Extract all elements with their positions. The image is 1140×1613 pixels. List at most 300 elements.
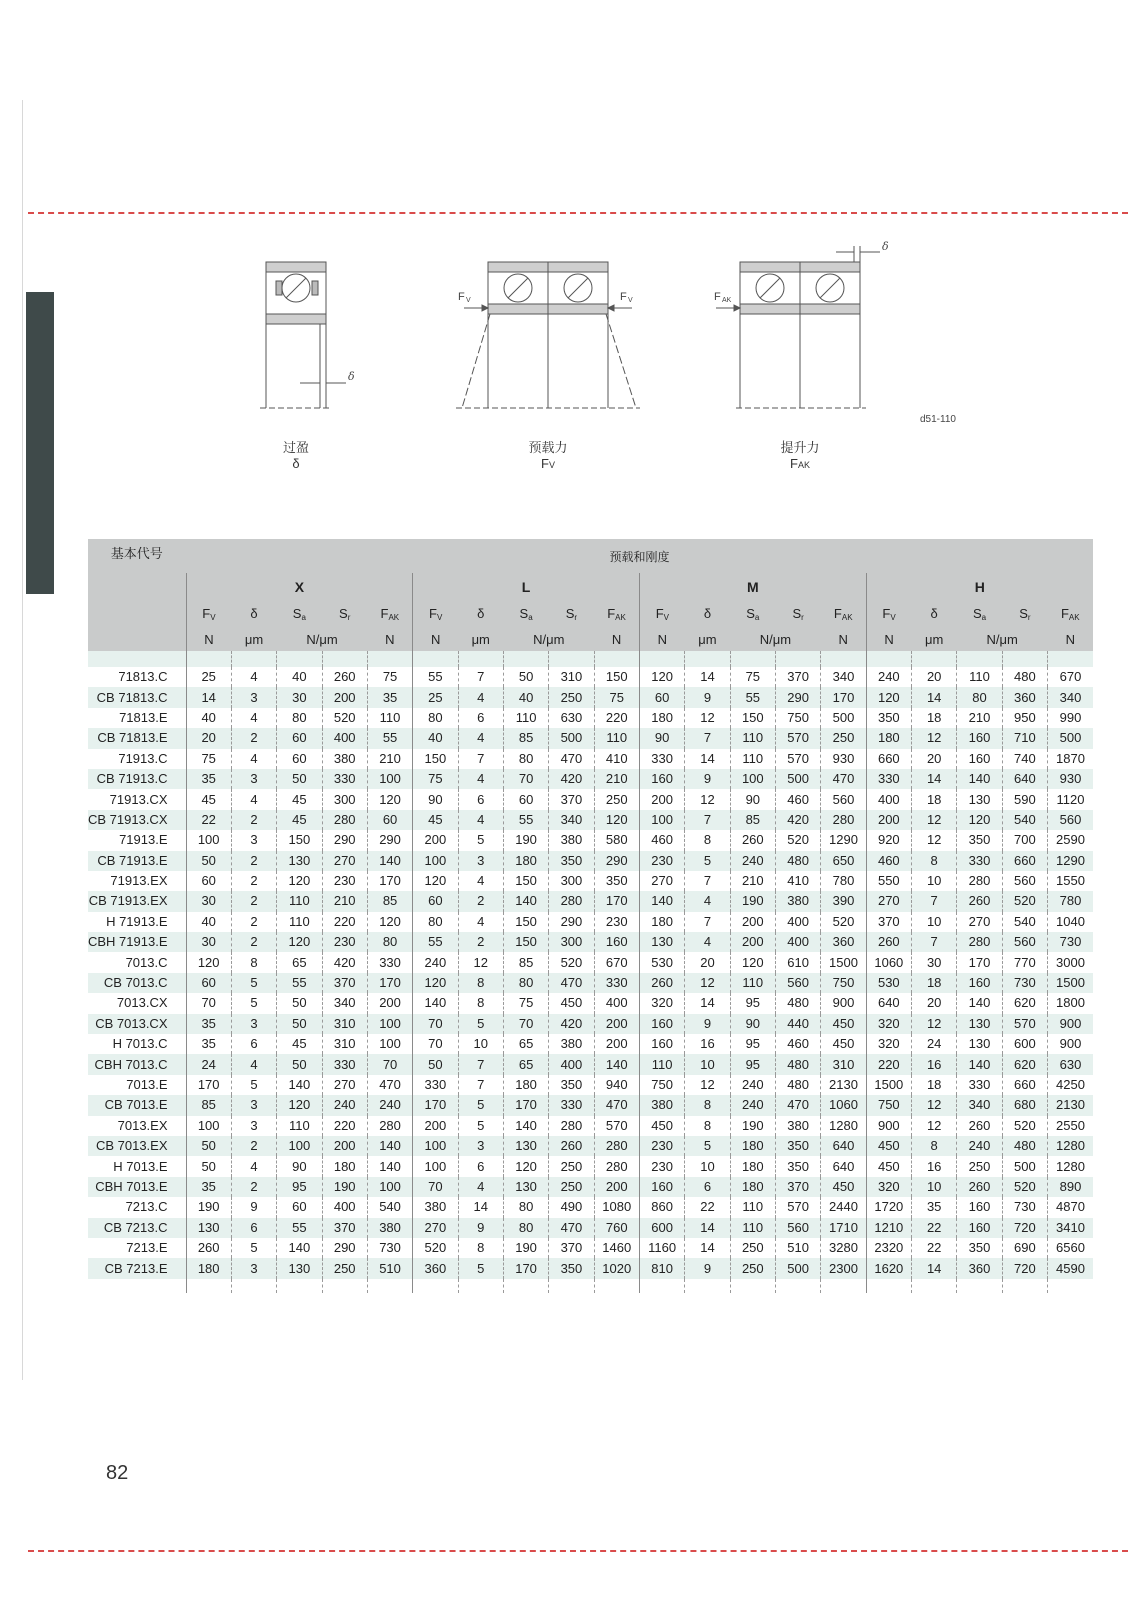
value-cell: 100 bbox=[367, 1014, 412, 1034]
symbol-main: F bbox=[1060, 606, 1069, 621]
value-cell: 260 bbox=[322, 667, 367, 687]
value-cell: 8 bbox=[685, 830, 730, 850]
value-cell: 590 bbox=[1002, 789, 1047, 809]
value-cell: 280 bbox=[549, 1116, 594, 1136]
table-row bbox=[88, 1116, 1093, 1136]
symbol-sub: AK bbox=[615, 613, 626, 622]
value-cell: 40 bbox=[413, 728, 458, 748]
value-cell: 140 bbox=[594, 1054, 639, 1074]
value-cell: 520 bbox=[1002, 891, 1047, 911]
unit-header: N bbox=[186, 627, 231, 651]
value-cell: 1280 bbox=[1048, 1156, 1093, 1176]
value-cell: 120 bbox=[277, 1095, 322, 1115]
value-cell: 24 bbox=[912, 1034, 957, 1054]
data-table bbox=[88, 539, 1093, 1293]
value-cell: 14 bbox=[685, 993, 730, 1013]
value-cell: 190 bbox=[503, 1238, 548, 1258]
value-cell: 4 bbox=[231, 1054, 276, 1074]
chapter-tab bbox=[26, 292, 54, 594]
value-cell: 340 bbox=[1048, 687, 1093, 707]
value-cell: 14 bbox=[685, 1218, 730, 1238]
value-cell: 4 bbox=[231, 708, 276, 728]
value-cell: 480 bbox=[775, 1054, 820, 1074]
value-cell: 250 bbox=[730, 1258, 775, 1278]
value-cell: 380 bbox=[367, 1218, 412, 1238]
value-cell: 70 bbox=[413, 1014, 458, 1034]
value-cell: 5 bbox=[458, 830, 503, 850]
value-cell: 22 bbox=[912, 1218, 957, 1238]
table-row bbox=[88, 830, 1093, 850]
bearing-code-cell: CB 71913.CX bbox=[88, 810, 186, 830]
value-cell: 600 bbox=[639, 1218, 684, 1238]
value-cell: 110 bbox=[277, 912, 322, 932]
value-cell: 7 bbox=[685, 912, 730, 932]
symbol-main: S bbox=[339, 606, 348, 621]
bearing-code-cell: CBH 7013.E bbox=[88, 1177, 186, 1197]
spacer-cell bbox=[594, 651, 639, 667]
value-cell: 330 bbox=[594, 973, 639, 993]
bottom-dashed-rule bbox=[28, 1550, 1128, 1552]
value-cell: 160 bbox=[639, 1177, 684, 1197]
value-cell: 1500 bbox=[1048, 973, 1093, 993]
table-row bbox=[88, 1136, 1093, 1156]
value-cell: 10 bbox=[685, 1054, 730, 1074]
value-cell: 560 bbox=[775, 1218, 820, 1238]
spacer-cell bbox=[1002, 651, 1047, 667]
preload-diagram bbox=[456, 262, 640, 408]
value-cell: 7 bbox=[685, 810, 730, 830]
value-cell: 75 bbox=[730, 667, 775, 687]
tail-cell bbox=[912, 1279, 957, 1293]
value-cell: 900 bbox=[1048, 1014, 1093, 1034]
value-cell: 30 bbox=[186, 932, 231, 952]
value-cell: 40 bbox=[186, 708, 231, 728]
value-cell: 750 bbox=[639, 1075, 684, 1095]
value-cell: 370 bbox=[549, 1238, 594, 1258]
value-cell: 170 bbox=[957, 952, 1002, 972]
symbol-main: S bbox=[792, 606, 802, 621]
value-cell: 140 bbox=[503, 1116, 548, 1136]
symbol-sub: V bbox=[210, 613, 216, 622]
value-cell: 120 bbox=[277, 871, 322, 891]
table-row bbox=[88, 891, 1093, 911]
value-cell: 580 bbox=[594, 830, 639, 850]
value-cell: 660 bbox=[866, 749, 911, 769]
value-cell: 280 bbox=[322, 810, 367, 830]
symbol-header bbox=[322, 601, 367, 627]
value-cell: 300 bbox=[549, 932, 594, 952]
spacer-cell bbox=[231, 651, 276, 667]
value-cell: 4 bbox=[231, 1156, 276, 1176]
value-cell: 180 bbox=[730, 1136, 775, 1156]
bearing-code-cell: CB 71913.C bbox=[88, 769, 186, 789]
value-cell: 70 bbox=[503, 769, 548, 789]
bearing-code-cell: CB 7013.EX bbox=[88, 1136, 186, 1156]
value-cell: 80 bbox=[413, 912, 458, 932]
spacer-cell bbox=[458, 651, 503, 667]
symbol-sub: a bbox=[754, 613, 760, 622]
value-cell: 6 bbox=[231, 1034, 276, 1054]
value-cell: 570 bbox=[594, 1116, 639, 1136]
value-cell: 60 bbox=[639, 687, 684, 707]
spacer-cell bbox=[639, 651, 684, 667]
value-cell: 730 bbox=[1002, 973, 1047, 993]
value-cell: 10 bbox=[685, 1156, 730, 1176]
symbol-header bbox=[1002, 601, 1047, 627]
value-cell: 5 bbox=[458, 1116, 503, 1136]
value-cell: 320 bbox=[639, 993, 684, 1013]
value-cell: 670 bbox=[1048, 667, 1093, 687]
interference-diagram bbox=[260, 262, 346, 408]
value-cell: 7 bbox=[458, 1075, 503, 1095]
fv-label-left: F bbox=[458, 291, 465, 303]
value-cell: 35 bbox=[186, 1177, 231, 1197]
value-cell: 1500 bbox=[821, 952, 866, 972]
symbol-header bbox=[277, 601, 322, 627]
value-cell: 500 bbox=[775, 1258, 820, 1278]
value-cell: 130 bbox=[957, 1014, 1002, 1034]
value-cell: 9 bbox=[685, 1014, 730, 1034]
value-cell: 750 bbox=[866, 1095, 911, 1115]
value-cell: 5 bbox=[231, 1075, 276, 1095]
symbol-sub: AK bbox=[841, 613, 853, 622]
value-cell: 300 bbox=[322, 789, 367, 809]
value-cell: 3 bbox=[231, 1116, 276, 1136]
value-cell: 670 bbox=[594, 952, 639, 972]
value-cell: 190 bbox=[322, 1177, 367, 1197]
symbol-main: δ bbox=[250, 606, 258, 621]
value-cell: 35 bbox=[367, 687, 412, 707]
value-cell: 80 bbox=[367, 932, 412, 952]
value-cell: 160 bbox=[957, 1197, 1002, 1217]
value-cell: 14 bbox=[685, 1238, 730, 1258]
value-cell: 50 bbox=[503, 667, 548, 687]
value-cell: 9 bbox=[685, 769, 730, 789]
value-cell: 540 bbox=[1002, 912, 1047, 932]
table-row bbox=[88, 1034, 1093, 1054]
value-cell: 520 bbox=[322, 708, 367, 728]
table-row bbox=[88, 871, 1093, 891]
value-cell: 320 bbox=[866, 1177, 911, 1197]
value-cell: 570 bbox=[775, 749, 820, 769]
value-cell: 140 bbox=[957, 993, 1002, 1013]
table-row bbox=[88, 1095, 1093, 1115]
tail-cell bbox=[866, 1279, 911, 1293]
value-cell: 360 bbox=[957, 1258, 1002, 1278]
value-cell: 10 bbox=[458, 1034, 503, 1054]
tail-cell bbox=[231, 1279, 276, 1293]
value-cell: 1290 bbox=[1048, 851, 1093, 871]
value-cell: 860 bbox=[639, 1197, 684, 1217]
value-cell: 110 bbox=[957, 667, 1002, 687]
value-cell: 930 bbox=[821, 749, 866, 769]
value-cell: 410 bbox=[594, 749, 639, 769]
value-cell: 120 bbox=[277, 932, 322, 952]
value-cell: 520 bbox=[549, 952, 594, 972]
value-cell: 8 bbox=[458, 973, 503, 993]
symbol-header bbox=[458, 601, 503, 627]
symbol-main: F bbox=[202, 606, 211, 621]
symbol-header bbox=[912, 601, 957, 627]
value-cell: 35 bbox=[912, 1197, 957, 1217]
value-cell: 620 bbox=[1002, 993, 1047, 1013]
value-cell: 22 bbox=[186, 810, 231, 830]
value-cell: 690 bbox=[1002, 1238, 1047, 1258]
symbol-main: F bbox=[655, 606, 664, 621]
value-cell: 45 bbox=[277, 789, 322, 809]
value-cell: 1720 bbox=[866, 1197, 911, 1217]
value-cell: 170 bbox=[821, 687, 866, 707]
value-cell: 140 bbox=[957, 1054, 1002, 1074]
value-cell: 230 bbox=[639, 1156, 684, 1176]
value-cell: 10 bbox=[912, 1177, 957, 1197]
value-cell: 250 bbox=[322, 1258, 367, 1278]
value-cell: 35 bbox=[186, 769, 231, 789]
value-cell: 2 bbox=[231, 851, 276, 871]
value-cell: 470 bbox=[367, 1075, 412, 1095]
value-cell: 450 bbox=[866, 1136, 911, 1156]
value-cell: 170 bbox=[503, 1095, 548, 1115]
value-cell: 330 bbox=[413, 1075, 458, 1095]
value-cell: 520 bbox=[821, 912, 866, 932]
bearing-code-cell: 71913.E bbox=[119, 832, 168, 848]
value-cell: 160 bbox=[957, 728, 1002, 748]
value-cell: 16 bbox=[685, 1034, 730, 1054]
figure-code: d51-110 bbox=[920, 414, 956, 425]
value-cell: 330 bbox=[367, 952, 412, 972]
value-cell: 340 bbox=[549, 810, 594, 830]
value-cell: 65 bbox=[503, 1054, 548, 1074]
value-cell: 110 bbox=[730, 749, 775, 769]
value-cell: 190 bbox=[186, 1197, 231, 1217]
value-cell: 7 bbox=[685, 728, 730, 748]
value-cell: 260 bbox=[639, 973, 684, 993]
value-cell: 90 bbox=[413, 789, 458, 809]
value-cell: 220 bbox=[866, 1054, 911, 1074]
value-cell: 4 bbox=[231, 749, 276, 769]
value-cell: 230 bbox=[639, 1136, 684, 1156]
bearing-diagrams bbox=[240, 236, 980, 506]
value-cell: 18 bbox=[912, 708, 957, 728]
value-cell: 3 bbox=[231, 1095, 276, 1115]
value-cell: 270 bbox=[639, 871, 684, 891]
value-cell: 30 bbox=[277, 687, 322, 707]
value-cell: 290 bbox=[367, 830, 412, 850]
value-cell: 180 bbox=[639, 708, 684, 728]
value-cell: 60 bbox=[277, 728, 322, 748]
value-cell: 100 bbox=[186, 1116, 231, 1136]
value-cell: 35 bbox=[186, 1014, 231, 1034]
value-cell: 320 bbox=[866, 1034, 911, 1054]
value-cell: 1500 bbox=[866, 1075, 911, 1095]
table-row bbox=[88, 1258, 1093, 1278]
figure-label-sub: AK bbox=[797, 460, 810, 470]
value-cell: 420 bbox=[775, 810, 820, 830]
value-cell: 230 bbox=[322, 871, 367, 891]
value-cell: 720 bbox=[1002, 1258, 1047, 1278]
fv-sub-left: V bbox=[466, 297, 471, 304]
value-cell: 260 bbox=[957, 891, 1002, 911]
value-cell: 360 bbox=[821, 932, 866, 952]
value-cell: 1290 bbox=[821, 830, 866, 850]
value-cell: 460 bbox=[866, 851, 911, 871]
value-cell: 4870 bbox=[1048, 1197, 1093, 1217]
bearing-code-cell: CBH 7013.C bbox=[88, 1054, 186, 1074]
spacer-cell bbox=[549, 651, 594, 667]
value-cell: 200 bbox=[730, 912, 775, 932]
value-cell: 25 bbox=[413, 687, 458, 707]
value-cell: 340 bbox=[821, 667, 866, 687]
value-cell: 240 bbox=[957, 1136, 1002, 1156]
value-cell: 1550 bbox=[1048, 871, 1093, 891]
bearing-code-cell: 7213.E bbox=[126, 1240, 168, 1256]
spacer-cell bbox=[503, 651, 548, 667]
value-cell: 370 bbox=[322, 973, 367, 993]
value-cell: 8 bbox=[685, 1116, 730, 1136]
spacer-cell bbox=[88, 651, 186, 667]
value-cell: 270 bbox=[957, 912, 1002, 932]
value-cell: 1060 bbox=[821, 1095, 866, 1115]
value-cell: 420 bbox=[549, 769, 594, 789]
table-row bbox=[88, 973, 1093, 993]
value-cell: 770 bbox=[1002, 952, 1047, 972]
symbol-header bbox=[503, 601, 548, 627]
value-cell: 18 bbox=[912, 973, 957, 993]
tail-cell bbox=[1002, 1279, 1047, 1293]
value-cell: 130 bbox=[639, 932, 684, 952]
value-cell: 460 bbox=[639, 830, 684, 850]
value-cell: 2440 bbox=[821, 1197, 866, 1217]
group-header: H bbox=[866, 573, 1093, 601]
symbol-header bbox=[639, 601, 684, 627]
value-cell: 2 bbox=[231, 810, 276, 830]
value-cell: 310 bbox=[549, 667, 594, 687]
value-cell: 3 bbox=[458, 851, 503, 871]
value-cell: 3 bbox=[231, 687, 276, 707]
value-cell: 14 bbox=[912, 687, 957, 707]
value-cell: 95 bbox=[730, 1034, 775, 1054]
bearing-code-cell: 7013.E bbox=[126, 1077, 168, 1092]
bearing-code-cell: 71813.C bbox=[118, 669, 168, 685]
value-cell: 2 bbox=[458, 932, 503, 952]
value-cell: 920 bbox=[866, 830, 911, 850]
value-cell: 360 bbox=[413, 1258, 458, 1278]
symbol-main: S bbox=[565, 606, 575, 621]
symbol-main: S bbox=[746, 606, 755, 621]
value-cell: 260 bbox=[957, 1116, 1002, 1136]
symbol-main: S bbox=[972, 606, 982, 621]
symbol-main: S bbox=[292, 606, 302, 621]
value-cell: 210 bbox=[367, 749, 412, 769]
value-cell: 280 bbox=[821, 810, 866, 830]
value-cell: 510 bbox=[775, 1238, 820, 1258]
value-cell: 85 bbox=[367, 891, 412, 911]
header-unit-row bbox=[88, 627, 1093, 651]
symbol-header bbox=[413, 601, 458, 627]
table-row bbox=[88, 1054, 1093, 1074]
bearing-code-cell: H 71913.E bbox=[106, 913, 168, 929]
value-cell: 140 bbox=[367, 1136, 412, 1156]
value-cell: 80 bbox=[503, 749, 548, 769]
value-cell: 100 bbox=[413, 1156, 458, 1176]
value-cell: 310 bbox=[821, 1054, 866, 1074]
value-cell: 7 bbox=[912, 891, 957, 911]
value-cell: 370 bbox=[775, 1177, 820, 1197]
value-cell: 290 bbox=[775, 687, 820, 707]
value-cell: 350 bbox=[957, 830, 1002, 850]
value-cell: 4 bbox=[458, 769, 503, 789]
symbol-main: δ bbox=[477, 606, 485, 621]
value-cell: 6560 bbox=[1048, 1238, 1093, 1258]
margin-rule bbox=[22, 100, 23, 1380]
value-cell: 740 bbox=[1002, 749, 1047, 769]
value-cell: 200 bbox=[322, 687, 367, 707]
value-cell: 160 bbox=[639, 769, 684, 789]
value-cell: 520 bbox=[1002, 1116, 1047, 1136]
value-cell: 170 bbox=[413, 1095, 458, 1115]
value-cell: 45 bbox=[413, 810, 458, 830]
tail-cell bbox=[277, 1279, 322, 1293]
value-cell: 900 bbox=[866, 1116, 911, 1136]
value-cell: 2300 bbox=[821, 1258, 866, 1278]
value-cell: 80 bbox=[277, 708, 322, 728]
value-cell: 350 bbox=[775, 1156, 820, 1176]
table-row bbox=[88, 1075, 1093, 1095]
tail-cell bbox=[367, 1279, 412, 1293]
symbol-header bbox=[549, 601, 594, 627]
value-cell: 3 bbox=[231, 769, 276, 789]
tail-cell bbox=[458, 1279, 503, 1293]
value-cell: 140 bbox=[413, 993, 458, 1013]
value-cell: 20 bbox=[186, 728, 231, 748]
value-cell: 210 bbox=[957, 708, 1002, 728]
value-cell: 210 bbox=[730, 871, 775, 891]
tail-cell bbox=[1048, 1279, 1093, 1293]
value-cell: 6 bbox=[685, 1177, 730, 1197]
value-cell: 2130 bbox=[1048, 1095, 1093, 1115]
value-cell: 12 bbox=[912, 1095, 957, 1115]
value-cell: 280 bbox=[367, 1116, 412, 1136]
value-cell: 5 bbox=[685, 1136, 730, 1156]
value-cell: 200 bbox=[322, 1136, 367, 1156]
value-cell: 350 bbox=[549, 851, 594, 871]
symbol-sub: V bbox=[890, 613, 896, 622]
value-cell: 14 bbox=[186, 687, 231, 707]
value-cell: 220 bbox=[322, 912, 367, 932]
symbol-main: δ bbox=[930, 606, 938, 621]
value-cell: 2 bbox=[458, 891, 503, 911]
value-cell: 200 bbox=[866, 810, 911, 830]
value-cell: 250 bbox=[549, 1156, 594, 1176]
value-cell: 420 bbox=[549, 1014, 594, 1034]
base-code-header: 基本代号 bbox=[88, 539, 186, 601]
symbol-sub: r bbox=[574, 613, 578, 622]
value-cell: 110 bbox=[639, 1054, 684, 1074]
symbol-main: S bbox=[519, 606, 529, 621]
value-cell: 340 bbox=[957, 1095, 1002, 1115]
spacer-cell bbox=[277, 651, 322, 667]
unit-header: μm bbox=[231, 627, 276, 651]
spacer-cell bbox=[685, 651, 730, 667]
value-cell: 150 bbox=[413, 749, 458, 769]
value-cell: 340 bbox=[322, 993, 367, 1013]
value-cell: 350 bbox=[594, 871, 639, 891]
table-row bbox=[88, 912, 1093, 932]
value-cell: 8 bbox=[458, 1238, 503, 1258]
value-cell: 1870 bbox=[1048, 749, 1093, 769]
symbol-main: F bbox=[428, 606, 437, 621]
value-cell: 1120 bbox=[1048, 789, 1093, 809]
